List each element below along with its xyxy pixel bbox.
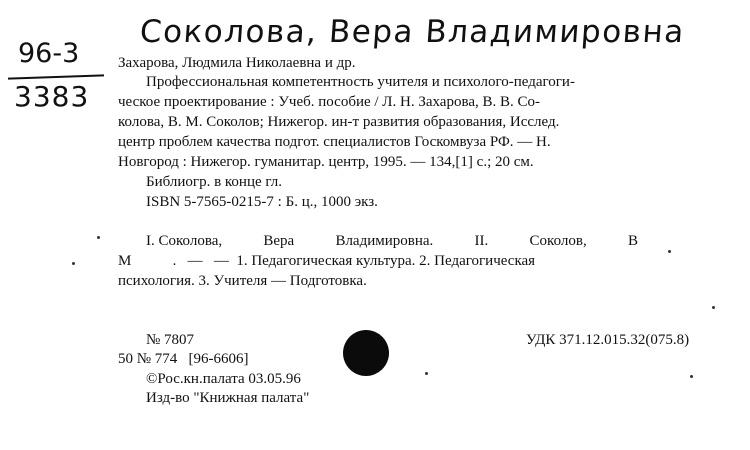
tracing-word: I. Соколова, bbox=[146, 233, 223, 249]
scan-speck bbox=[425, 372, 428, 375]
handwritten-rule bbox=[8, 74, 104, 79]
isbn-line: ISBN 5-7565-0215-7 : Б. ц., 1000 экз. bbox=[146, 194, 378, 210]
scan-speck bbox=[690, 375, 693, 378]
handwritten-shelfmark-top: 96-3 bbox=[18, 38, 80, 69]
scan-speck bbox=[72, 262, 75, 265]
tracing-line-3: психология. 3. Учителя — Подготовка. bbox=[118, 273, 367, 289]
scan-speck bbox=[97, 236, 100, 239]
udc-code: УДК 371.12.015.32(075.8) bbox=[526, 332, 690, 348]
bibliography-note: Библиогр. в конце гл. bbox=[146, 174, 283, 190]
handwritten-heading: Соколова, Вера Владимировна bbox=[138, 14, 687, 50]
ink-stamp-blot bbox=[343, 330, 389, 376]
handwritten-shelfmark-bottom: 3383 bbox=[14, 80, 90, 113]
title-line: ческое проектирование : Учеб. пособие / Л. Н. Захарова, В. В. Со- bbox=[118, 94, 540, 110]
title-line: Новгород : Нижегор. гуманитар. центр, 1995. — 134,[1] с.; 20 см. bbox=[118, 154, 534, 170]
tracing-word: Вера bbox=[263, 233, 295, 249]
tracing-word: II. bbox=[474, 233, 489, 249]
tracing-word: Владимировна. bbox=[335, 233, 434, 249]
tracing-word: В bbox=[627, 233, 638, 249]
scan-speck bbox=[712, 306, 715, 309]
title-line: Профессиональная компетентность учителя и психолого-педагоги- bbox=[146, 74, 575, 90]
author-line: Захарова, Людмила Николаевна и др. bbox=[118, 55, 356, 71]
tracing-line-2: М . — — 1. Педагогическая культура. 2. Педагогическая bbox=[118, 253, 536, 269]
title-line: центр проблем качества подгот. специалистов Госкомвуза РФ. — Н. bbox=[118, 134, 551, 150]
tracing-word: Соколов, bbox=[529, 233, 587, 249]
book-chamber-line: ©Рос.кн.палата 03.05.96 bbox=[146, 371, 301, 387]
record-number: № 7807 bbox=[146, 332, 195, 348]
order-line: 50 № 774 [96-6606] bbox=[118, 351, 249, 367]
scan-speck bbox=[668, 250, 671, 253]
publisher-line: Изд-во "Книжная палата" bbox=[146, 390, 310, 406]
tracing-line-1 bbox=[146, 232, 638, 251]
title-line: колова, В. М. Соколов; Нижегор. ин-т развития образования, Исслед. bbox=[118, 114, 560, 130]
